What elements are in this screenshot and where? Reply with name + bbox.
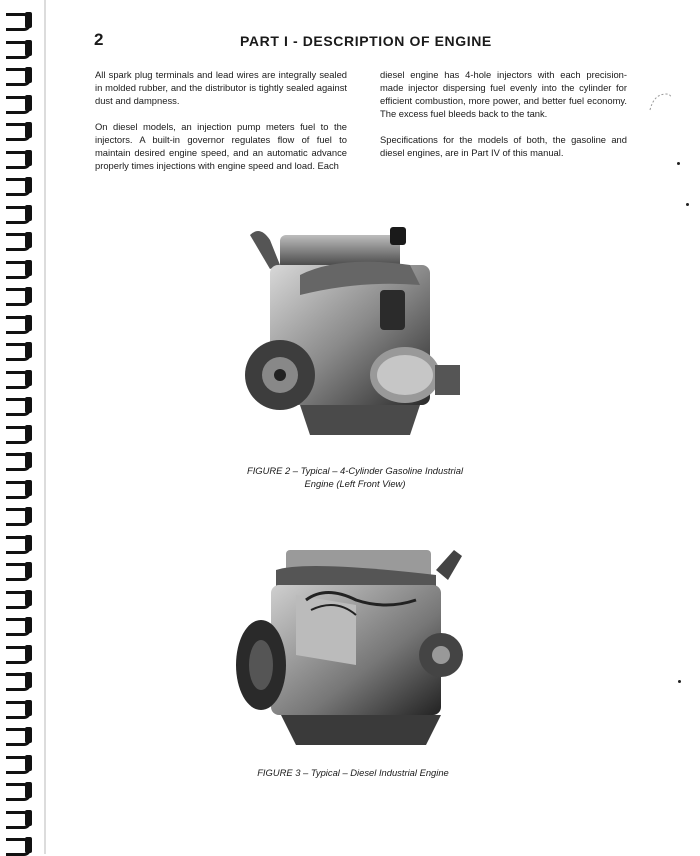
gasoline-engine-photo-icon — [240, 215, 465, 450]
paragraph: All spark plug terminals and lead wires are integrally sealed in molded rubber, and the distributor is tightly sealed against dust and dampness. — [95, 69, 347, 106]
figure-2-image — [240, 215, 465, 450]
paragraph: On diesel models, an injection pump meters fuel to the injectors. A built-in governor regulates flow of fuel to maintain desired engine speed, and an automatic advance properly times injections with engine speed and load. Each — [95, 121, 347, 171]
binding-ring — [6, 835, 36, 855]
binding-ring — [6, 175, 36, 195]
binding-ring — [6, 258, 36, 278]
binding-ring — [6, 560, 36, 580]
binding-ring — [6, 10, 36, 30]
binding-ring — [6, 313, 36, 333]
binding-ring — [6, 698, 36, 718]
scan-speck — [686, 203, 689, 206]
binding-ring — [6, 725, 36, 745]
caption-line: FIGURE 3 – Typical – Diesel Industrial Engine — [257, 767, 449, 778]
binding-ring — [6, 780, 36, 800]
binding-ring — [6, 65, 36, 85]
binding-ring — [6, 753, 36, 773]
caption-line: FIGURE 2 – Typical – 4-Cylinder Gasoline Industrial — [246, 465, 464, 476]
page-number: 2 — [94, 30, 104, 49]
binding-ring — [6, 368, 36, 388]
figure-3-image — [236, 540, 471, 755]
binding-ring — [6, 670, 36, 690]
binding-ring — [6, 643, 36, 663]
page-title: PART I - DESCRIPTION OF ENGINE — [240, 33, 492, 49]
binding-ring — [6, 450, 36, 470]
binding-ring — [6, 148, 36, 168]
spiral-binding — [0, 0, 46, 854]
caption-line: Engine (Left Front View) — [304, 478, 406, 489]
binding-ring — [6, 588, 36, 608]
figure-3-caption — [218, 766, 488, 779]
binding-ring — [6, 285, 36, 305]
binding-ring — [6, 395, 36, 415]
scan-mark-icon — [648, 90, 672, 112]
scan-speck — [677, 162, 680, 165]
binding-ring — [6, 340, 36, 360]
diesel-engine-photo-icon — [236, 540, 471, 755]
binding-ring — [6, 203, 36, 223]
paragraph: Specifications for the models of both, the gasoline and diesel engines, are in Part IV of this manual. — [380, 134, 627, 158]
binding-ring — [6, 423, 36, 443]
binding-ring — [6, 230, 36, 250]
binding-ring — [6, 533, 36, 553]
binding-ring — [6, 120, 36, 140]
scan-speck — [678, 680, 681, 683]
binding-ring — [6, 38, 36, 58]
figure-2-caption — [225, 464, 485, 490]
binding-ring — [6, 808, 36, 828]
binding-ring — [6, 505, 36, 525]
page-edge — [44, 0, 46, 854]
binding-ring — [6, 93, 36, 113]
binding-ring — [6, 478, 36, 498]
right-column — [380, 68, 627, 172]
paragraph: diesel engine has 4-hole injectors with each precision-made injector dispersing fuel evenly into the cylinder for efficient combustion, more power, and better fuel economy. The excess fuel bleeds back to the tank. — [380, 69, 627, 119]
binding-ring — [6, 615, 36, 635]
left-column — [95, 68, 347, 185]
